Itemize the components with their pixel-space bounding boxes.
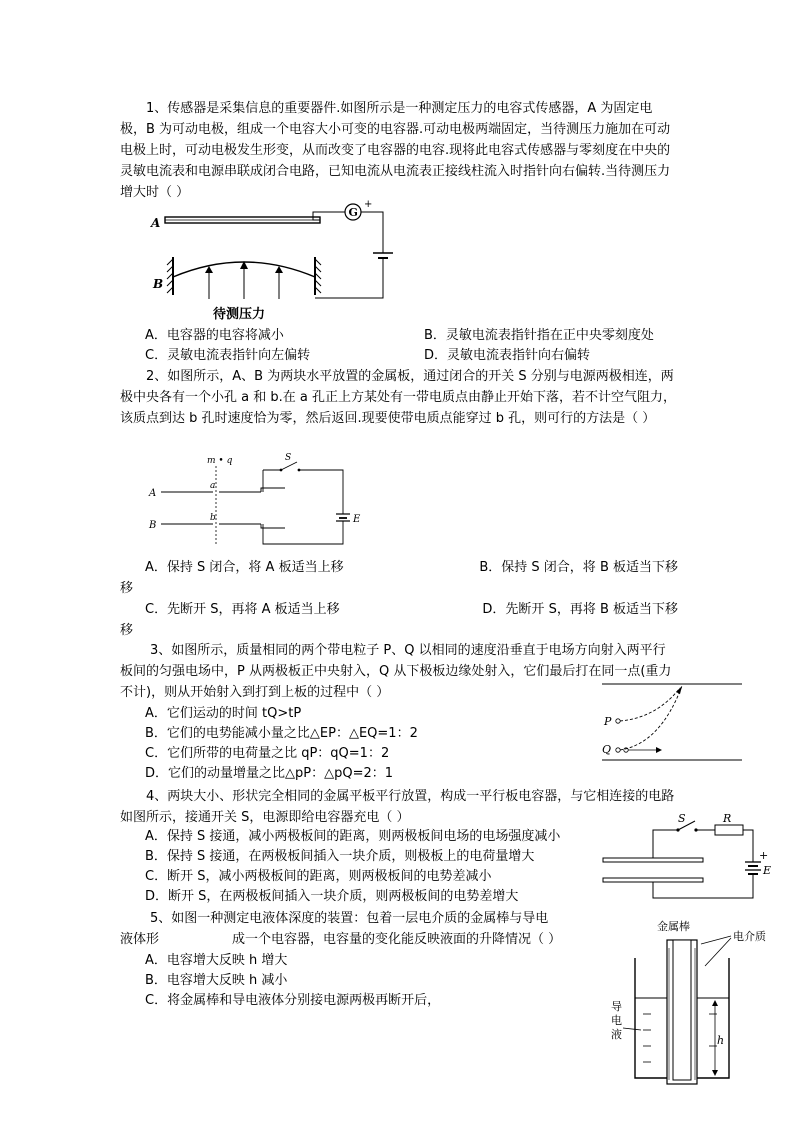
q3-label-q: Q (602, 743, 612, 756)
q1-option-c: C．灵敏电流表指针向左偏转 (145, 348, 311, 363)
q2-stem: 2、如图所示，A、B 为两块水平放置的金属板，通过闭合的开关 S 分别与电源两极相连，两极中央各有一个小孔 a 和 b.在 a 孔正上方某处有一带电质点由静止开始下落，若不计空气阻力，该质点到达 b 孔时速度恰为零，然后返回.现要使带电质点能穿过 b 孔，则可行的方法是（ ） (120, 369, 676, 426)
q4-option-a: A．保持 S 接通，减小两极板间的距离，则两极板间电场的电场强度减小 (145, 829, 561, 844)
q1-figure (145, 195, 415, 325)
q4-option-c: C．断开 S，减小两极板间的距离，则两极板间的电势差减小 (145, 869, 492, 884)
q5-rod-label: 金属棒 (657, 920, 690, 933)
q2-emf-label: E (353, 514, 361, 525)
q3-option-a: A．它们运动的时间 tQ>tP (145, 706, 302, 721)
q1-meter-plus: + (364, 199, 373, 210)
q5-stem-2: 液体形 (120, 932, 160, 947)
q3-stem: 3、如图所示，质量相同的两个带电粒子 P、Q 以相同的速度沿垂直于电场方向射入两平行板间的匀强电场中，P 从两极板正中央射入，Q 从下极板边缘处射入，它们最后打在同一点(重力不计)，则从开始射入到打到上板的过程中（ ） (120, 643, 672, 700)
q5-liquid-label-1: 导 (611, 1000, 622, 1013)
q3-option-b: B．它们的电势能减小量之比△EP：△EQ=1：2 (145, 726, 418, 741)
q5-liquid-label-2: 电 (611, 1014, 622, 1027)
q2-mq-label: m • q (207, 456, 233, 466)
q5-dielectric-label: 电介质 (733, 930, 766, 943)
q5-liquid-label-3: 液 (611, 1028, 622, 1041)
q2-label-b-plate: B (149, 520, 157, 531)
q1-label-a: A (151, 216, 161, 230)
q3-option-c: C．它们所带的电荷量之比 qP：qQ=1：2 (145, 746, 390, 761)
q2-option-c: C．先断开 S，再将 A 板适当上移 (145, 602, 340, 617)
q2-switch-label: S (285, 453, 292, 463)
q4-plus-label: + (759, 849, 769, 862)
q2-option-d: D．先断开 S，再将 B 板适当下移 (482, 602, 678, 617)
q4-option-b: B．保持 S 接通，在两极板间插入一块介质，则极板上的电荷量增大 (145, 849, 535, 864)
q4-switch-label: S (678, 812, 686, 825)
q5-figure (605, 918, 785, 1086)
q3-label-p: P (604, 715, 612, 728)
q4-emf-label: E (763, 864, 772, 877)
q2-option-b-wrap: 移 (120, 581, 134, 596)
q5-option-c: C．将金属棒和导电液体分别接电源两极再断开后， (145, 993, 441, 1008)
q2-figure (143, 452, 373, 552)
q2-hole-a: a (210, 481, 216, 491)
q3-figure (596, 680, 746, 766)
q4-figure (597, 812, 777, 916)
q4-resistor-label: R (723, 812, 732, 825)
q2-option-a: A．保持 S 闭合，将 A 板适当上移 (145, 560, 344, 575)
q2-option-b: B．保持 S 闭合，将 B 板适当下移 (479, 560, 678, 575)
q1-option-d: D．灵敏电流表指针向右偏转 (424, 348, 591, 363)
q2-option-d-wrap: 移 (120, 623, 134, 638)
q1-stem: 1、传感器是采集信息的重要器件.如图所示是一种测定压力的电容式传感器，A 为固定电极，B 为可动电极，组成一个电容大小可变的电容器.可动电极两端固定，当待测压力施加在可动电极上时，可动电极发生形变，从而改变了电容器的电容.现将此电容式传感器与零刻度在中央的灵敏电流表和电源串联成闭合电路，已知电流从电流表正接线柱流入时指针向右偏转.当待测压力增大时（ ） (120, 101, 671, 200)
q1-option-b: B．灵敏电流表指针指在正中央零刻度处 (424, 328, 654, 343)
q5-stem-3: 成一个电容器，电容量的变化能反映液面的升降情况（ ） (232, 932, 562, 947)
q2-hole-b: b (210, 513, 216, 523)
q5-stem-1: 5、如图一种测定电液体深度的装置：包着一层电介质的金属棒与导电 (150, 911, 549, 926)
q2-label-a-plate: A (149, 488, 157, 499)
q5-option-b: B．电容增大反映 h 减小 (145, 973, 288, 988)
q3-option-d: D．它们的动量增量之比△pP：△pQ=2：1 (145, 766, 394, 781)
q1-label-b: B (153, 277, 164, 291)
q1-meter-label: G (348, 206, 358, 219)
q5-h-label: h (717, 1034, 725, 1047)
q4-option-d: D．断开 S，在两极板间插入一块介质，则两极板间的电势差增大 (145, 889, 519, 904)
q5-option-a: A．电容增大反映 h 增大 (145, 953, 288, 968)
q4-stem: 4、两块大小、形状完全相同的金属平板平行放置，构成一平行板电容器，与它相连接的电路如图所示，接通开关 S，电源即给电容器充电（ ） (120, 789, 675, 825)
q1-caption: 待测压力 (213, 307, 266, 322)
q1-option-a: A．电容器的电容将减小 (145, 328, 284, 343)
